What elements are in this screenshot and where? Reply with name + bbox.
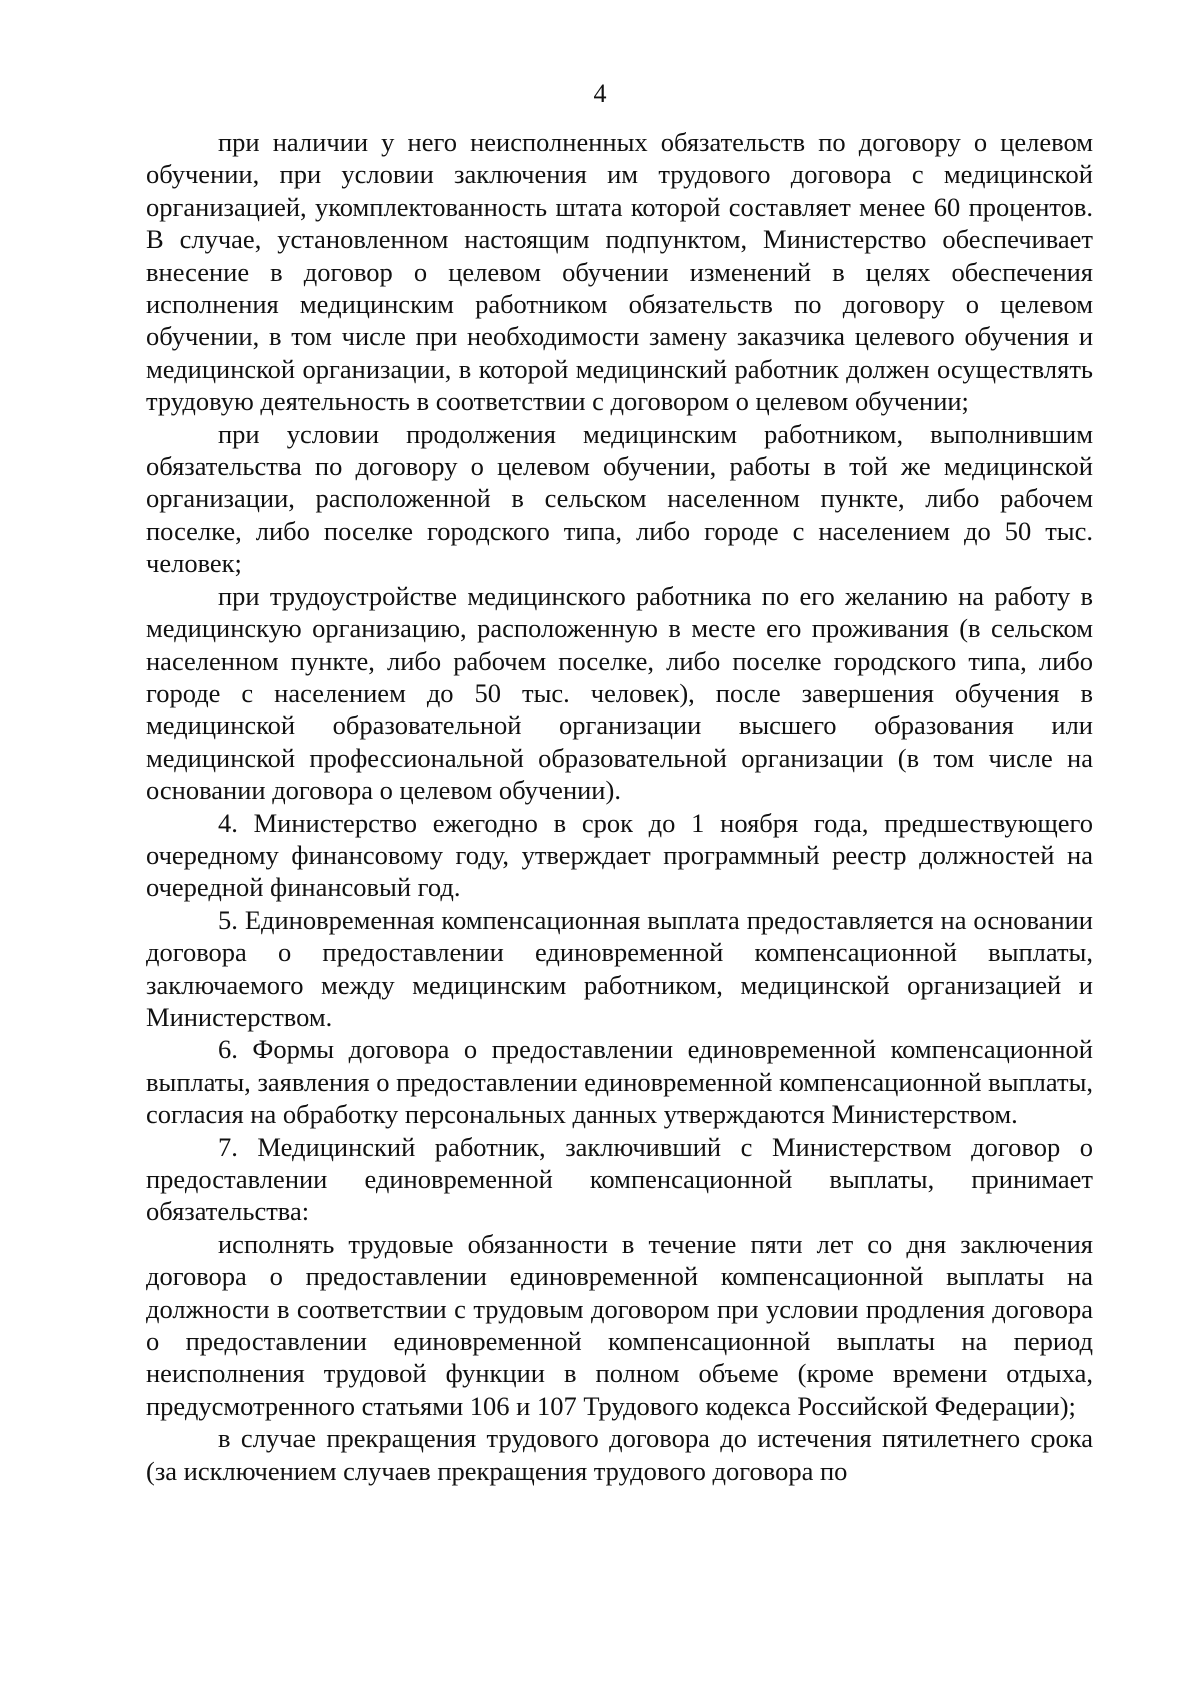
- page-number: 4: [593, 79, 607, 108]
- paragraph-five-year-duty: исполнять трудовые обязанности в течение пяти лет со дня заключения договора о предоставлении единовременной компенсационной выплаты на должности в соответствии с трудовым договором при условии продления договора о предоставлении единовременной компенсационной выплаты на период неисполнения трудовой функции в полном объеме (кроме времени отдыха, предусмотренного статьями 106 и 107 Трудового кодекса Российской Федерации);: [146, 1228, 1093, 1421]
- paragraph-employment-at-residence: при трудоустройстве медицинского работника по его желанию на работу в медицинскую организацию, расположенную в месте его проживания (в сельском населенном пункте, либо рабочем поселке, либо поселке городского типа, либо городе с населением до 50 тыс. человек), после завершения обучения в медицинской образовательной организации высшего образования или медицинской профессиональной образовательной организации (в том числе на основании договора о целевом обучении).: [146, 580, 1093, 806]
- paragraph-item-4: 4. Министерство ежегодно в срок до 1 ноября года, предшествующего очередному финансовому году, утверждает программный реестр должностей на очередной финансовый год.: [146, 807, 1093, 903]
- paragraph-rural-continuation: при условии продолжения медицинским работником, выполнившим обязательства по договору о целевом обучении, работы в той же медицинской организации, расположенной в сельском населенном пункте, либо рабочем поселке, либо поселке городского типа, либо городе с населением до 50 тыс. человек;: [146, 418, 1093, 579]
- paragraph-obligations-continuation: при наличии у него неисполненных обязательств по договору о целевом обучении, при условии заключения им трудового договора с медицинской организацией, укомплектованность штата которой составляет менее 60 процентов. В случае, установленном настоящим подпунктом, Министерство обеспечивает внесение в договор о целевом обучении изменений в целях обеспечения исполнения медицинским работником обязательств по договору о целевом обучении, в том числе при необходимости замену заказчика целевого обучения и медицинской организации, в которой медицинский работник должен осуществлять трудовую деятельность в соответствии с договором о целевом обучении;: [146, 127, 1093, 417]
- paragraph-item-6: 6. Формы договора о предоставлении единовременной компенсационной выплаты, заявления о предоставлении единовременной компенсационной выплаты, согласия на обработку персональных данных утверждаются Министерством.: [146, 1034, 1093, 1130]
- document-body: [146, 126, 1093, 1487]
- paragraph-item-5: 5. Единовременная компенсационная выплата предоставляется на основании договора о предоставлении единовременной компенсационной выплаты, заключаемого между медицинским работником, медицинской организацией и Министерством.: [146, 904, 1093, 1032]
- paragraph-termination-case: в случае прекращения трудового договора до истечения пятилетнего срока (за исключением случаев прекращения трудового договора по: [146, 1423, 1093, 1486]
- paragraph-item-7: 7. Медицинский работник, заключивший с Министерством договор о предоставлении единовременной компенсационной выплаты, принимает обязательства:: [146, 1131, 1093, 1227]
